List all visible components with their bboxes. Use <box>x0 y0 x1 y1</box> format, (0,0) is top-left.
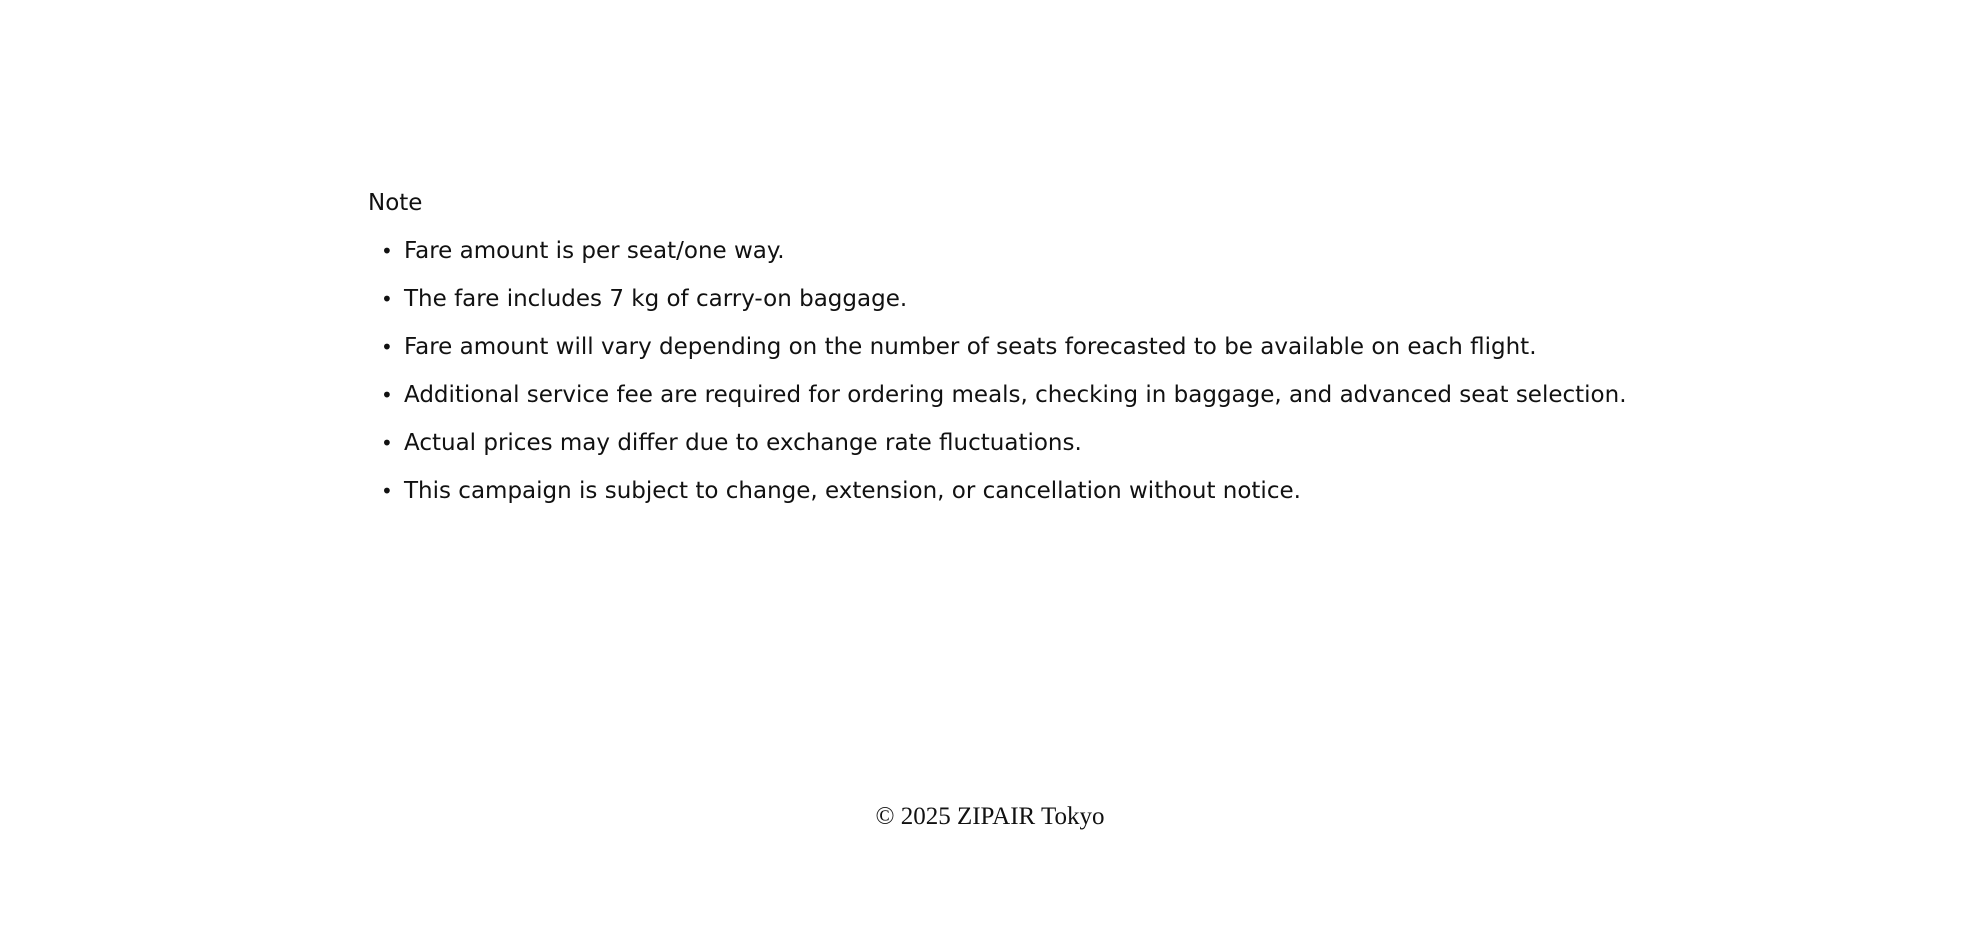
list-item <box>368 378 1668 412</box>
bullet-icon: • <box>381 287 393 311</box>
note-item-text: This campaign is subject to change, extension, or cancellation without notice. <box>404 478 1301 504</box>
bullet-icon: • <box>381 383 393 407</box>
note-item-text: Actual prices may differ due to exchange rate fluctuations. <box>404 430 1082 456</box>
list-item <box>368 282 1668 316</box>
bullet-icon: • <box>381 335 393 359</box>
note-section <box>368 186 1668 522</box>
note-item-text: Fare amount is per seat/one way. <box>404 238 785 264</box>
list-item <box>368 234 1668 268</box>
bullet-icon: • <box>381 431 393 455</box>
list-item <box>368 474 1668 508</box>
list-item <box>368 330 1668 364</box>
bullet-icon: • <box>381 479 393 503</box>
list-item <box>368 426 1668 460</box>
note-item-text: Fare amount will vary depending on the number of seats forecasted to be available on each flight. <box>404 334 1537 360</box>
footer-copyright: © 2025 ZIPAIR Tokyo <box>875 803 1105 830</box>
note-item-text: The fare includes 7 kg of carry-on baggage. <box>404 286 908 312</box>
note-list <box>368 234 1668 508</box>
note-title: Note <box>368 190 423 216</box>
bullet-icon: • <box>381 239 393 263</box>
note-item-text: Additional service fee are required for ordering meals, checking in baggage, and advanced seat selection. <box>404 382 1627 408</box>
